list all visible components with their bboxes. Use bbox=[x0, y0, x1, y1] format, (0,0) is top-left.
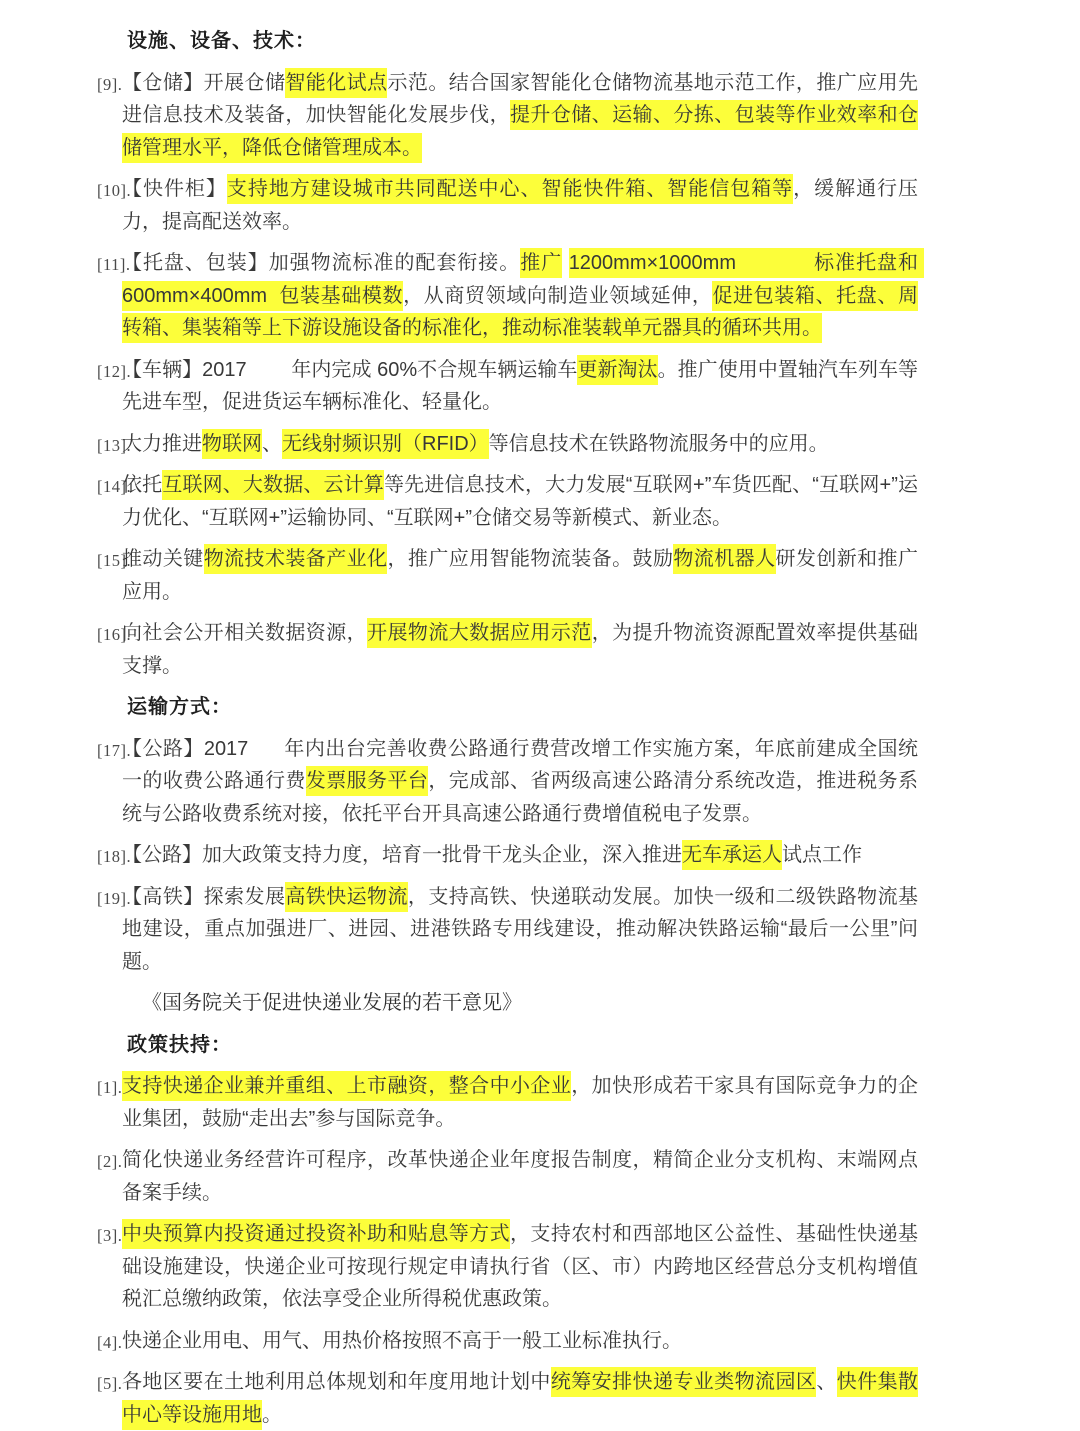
item-number: [10]. bbox=[97, 181, 132, 200]
text-run: 。推广使用中置轴汽车列车等先进车型，促进货运车辆标准化、轻量化。 bbox=[122, 358, 919, 413]
item-number: [15]. bbox=[97, 551, 132, 570]
item-number: [14]. bbox=[97, 477, 132, 496]
highlighted-text: 促进包装箱、托盘、周转箱、集装箱等上下游设施设备的标准化，推动标准装载单元器具的循环共用。 bbox=[122, 281, 918, 344]
text-run: 【公路】加大政策支持力度，培育一批骨干龙头企业，深入推进 bbox=[122, 844, 682, 866]
highlighted-text: 更新淘汰 bbox=[577, 355, 657, 385]
list-item bbox=[97, 173, 918, 238]
list-item bbox=[97, 1366, 918, 1431]
list-item bbox=[97, 617, 918, 682]
item-text bbox=[122, 470, 918, 529]
highlighted-text: 统筹安排快递专业类物流园区 bbox=[551, 1367, 816, 1397]
text-run: 【公路】2017 年内出台完善收费公路通行费营改增工作实施方案，年底前建成全国统一的收费公路通行费 bbox=[122, 737, 918, 792]
item-number: [11]. bbox=[97, 255, 131, 274]
item-number: [17]. bbox=[97, 740, 132, 760]
list-item bbox=[97, 839, 918, 872]
text-run: 【仓储】开展仓储 bbox=[122, 71, 286, 94]
item-text bbox=[122, 618, 918, 677]
item-text bbox=[122, 68, 918, 163]
document-body bbox=[97, 25, 924, 1431]
highlighted-text: 智能化试点 bbox=[285, 68, 387, 98]
item-number: [18]. bbox=[97, 847, 132, 866]
item-text bbox=[122, 429, 829, 459]
text-run: ，加快形成若干家具有国际竞争力的企业集团，鼓励“走出去”参与国际竞争。 bbox=[122, 1075, 919, 1130]
list-item bbox=[97, 733, 918, 831]
item-text bbox=[122, 1367, 918, 1430]
item-number: [16]. bbox=[97, 625, 132, 644]
list-item bbox=[97, 1144, 918, 1209]
text-run: ，支持高铁、快递联动发展。加快一级和二级铁路物流基地建设，重点加强进厂、进园、进港铁路专用线建设，推动解决铁路运输“最后一公里”问题。 bbox=[122, 885, 919, 973]
section-heading: 设施、设备、技术： bbox=[127, 30, 316, 52]
text-run: 、 bbox=[816, 1371, 837, 1393]
item-number: [3]. bbox=[97, 1226, 123, 1245]
item-text bbox=[122, 544, 918, 603]
list-item bbox=[97, 354, 918, 419]
highlighted-text: 推广 bbox=[520, 248, 562, 278]
highlighted-text: 物联网 bbox=[202, 429, 262, 459]
item-text bbox=[122, 174, 918, 233]
text-run: 简化快递业务经营许可程序，改革快递企业年度报告制度，精简企业分支机构、末端网点备案手续。 bbox=[122, 1149, 918, 1204]
item-number: [2]. bbox=[97, 1152, 123, 1171]
list-item bbox=[97, 1218, 918, 1316]
item-number: [19]. bbox=[97, 888, 132, 908]
text-run: ，支持农村和西部地区公益性、基础性快递基础设施建设，快递企业可按现行规定申请执行省（区、市）内跨地区经营总分支机构增值税汇总缴纳政策，依法享受企业所得税优惠政策。 bbox=[122, 1223, 918, 1310]
text-run bbox=[562, 252, 569, 274]
highlighted-text: 高铁快运物流 bbox=[285, 882, 408, 912]
item-text bbox=[122, 840, 862, 870]
item-text bbox=[122, 1149, 918, 1204]
text-run: 。 bbox=[262, 1403, 282, 1426]
text-run: ，缓解通行压力，提高配送效率。 bbox=[122, 178, 919, 233]
item-number: [9]. bbox=[97, 74, 123, 94]
list-item bbox=[97, 469, 918, 534]
text-run: 大力推进 bbox=[122, 432, 202, 455]
text-run: ，从商贸领域向制造业领域延伸， bbox=[403, 284, 713, 307]
list-item bbox=[97, 67, 918, 165]
list-item bbox=[97, 1325, 918, 1358]
item-text bbox=[122, 248, 924, 343]
section-heading: 运输方式： bbox=[127, 696, 232, 718]
item-number: [13]. bbox=[97, 435, 132, 455]
item-text bbox=[122, 355, 918, 414]
text-run: 【快件柜】 bbox=[122, 178, 227, 200]
item-number: [5]. bbox=[97, 1374, 123, 1393]
highlighted-text: 提升仓储、运输、分拣、包装等作业效率和仓储管理水平，降低仓储管理成本。 bbox=[122, 100, 918, 163]
list-item bbox=[97, 543, 918, 608]
highlighted-text: 物流技术装备产业化 bbox=[204, 544, 388, 574]
text-run: 【高铁】探索发展 bbox=[122, 885, 286, 908]
list-item bbox=[97, 247, 924, 345]
highlighted-text: 中央预算内投资通过投资补助和贴息等方式 bbox=[122, 1219, 510, 1249]
text-run: 示范。结合国家智能化仓储物流基地示范工作，推广应用先进信息技术及装备，加快智能化发展步伐， bbox=[122, 71, 919, 126]
text-run: 向社会公开相关数据资源， bbox=[122, 622, 368, 644]
text-run: 等先进信息技术，大力发展“互联网+”车货匹配、“互联网+”运力优化、“互联网+”运输协同、“互联网+”仓储交易等新模式、新业态。 bbox=[122, 474, 919, 529]
text-run: 试点工作 bbox=[782, 844, 862, 866]
highlighted-text: 互联网、大数据、云计算 bbox=[162, 470, 384, 500]
item-number: [4]. bbox=[97, 1332, 123, 1352]
text-run: ，为提升物流资源配置效率提供基础支撑。 bbox=[122, 622, 919, 677]
list-item bbox=[97, 428, 918, 461]
highlighted-text: 物流机器人 bbox=[673, 544, 775, 574]
item-text bbox=[122, 738, 918, 825]
text-run: ，推广应用智能物流装备。鼓励 bbox=[387, 548, 674, 570]
text-run: 研发创新和推广应用。 bbox=[122, 548, 919, 603]
highlighted-text: 开展物流大数据应用示范 bbox=[367, 618, 592, 648]
highlighted-text: 快件集散中心等设施用地 bbox=[122, 1367, 918, 1430]
text-run: 快递企业用电、用气、用热价格按照不高于一般工业标准执行。 bbox=[122, 1329, 682, 1352]
item-number: [12]. bbox=[97, 361, 132, 381]
text-run: ，完成部、省两级高速公路清分系统改造，推进税务系统与公路收费系统对接，依托平台开具高速公路通行费增值税电子发票。 bbox=[122, 770, 919, 825]
text-run: 等信息技术在铁路物流服务中的应用。 bbox=[488, 432, 829, 455]
item-text bbox=[122, 1330, 682, 1352]
highlighted-text: 无车承运人 bbox=[682, 840, 782, 870]
text-run: 、 bbox=[262, 432, 282, 455]
item-text bbox=[122, 882, 918, 973]
text-run: 各地区要在土地利用总体规划和年度用地计划中 bbox=[122, 1371, 551, 1393]
text-run: 推动关键 bbox=[122, 548, 204, 570]
item-text bbox=[122, 1219, 918, 1310]
highlighted-text: 无线射频识别（RFID） bbox=[282, 429, 489, 459]
section-heading: 政策扶持： bbox=[127, 1033, 232, 1056]
item-text bbox=[122, 1071, 918, 1130]
highlighted-text: 支持快递企业兼并重组、上市融资，整合中小企业 bbox=[122, 1071, 571, 1101]
highlighted-text: 1200mm×1000mm 标准托盘和 600mm×400mm 包装基础模数 bbox=[122, 248, 924, 311]
text-run: 依托 bbox=[122, 474, 163, 496]
highlighted-text: 支持地方建设城市共同配送中心、智能快件箱、智能信包箱等 bbox=[227, 174, 793, 204]
text-run: 【托盘、包装】加强物流标准的配套衔接。 bbox=[122, 252, 521, 274]
list-item bbox=[97, 881, 918, 979]
list-item bbox=[97, 1070, 918, 1135]
highlighted-text: 发票服务平台 bbox=[306, 766, 429, 796]
text-run: 【车辆】2017 年内完成 60%不合规车辆运输车 bbox=[122, 358, 578, 381]
item-number: [1]. bbox=[97, 1078, 123, 1097]
reference-title: 《国务院关于促进快递业发展的若干意见》 bbox=[142, 992, 522, 1014]
